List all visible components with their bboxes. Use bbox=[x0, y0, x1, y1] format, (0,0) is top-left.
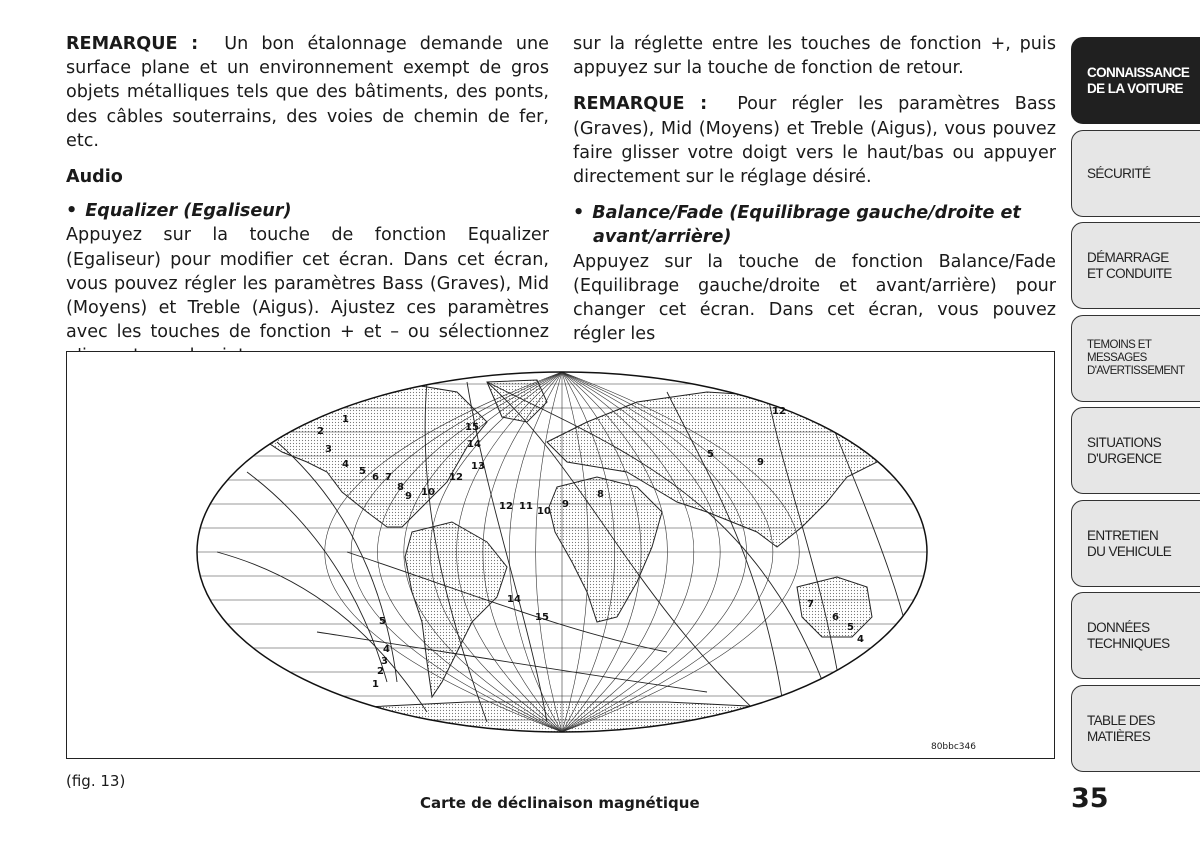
balance-paragraph: Appuyez sur la touche de fonction Balance/Fade (Equilibrage gauche/droite et avant/arrière) pour changer cet écran. Dans cet écran, vous pouvez régler les bbox=[573, 251, 1056, 345]
isoline-label: 5 bbox=[379, 616, 386, 627]
bullet-equalizer-title-text: Equalizer (Egaliseur) bbox=[85, 201, 292, 222]
chapter-tab-4[interactable]: TEMOINS ET MESSAGES D'AVERTISSEMENT bbox=[1071, 315, 1200, 402]
remark-text-2: Pour régler les paramètres Bass (Graves), Mid (Moyens) et Treble (Aigus), vous pouvez faire glisser votre doigt vers le haut/bas ou appuyer directement sur le réglage désiré. bbox=[573, 94, 1056, 188]
figure-caption: Carte de déclinaison magnétique bbox=[420, 794, 700, 812]
continuation-paragraph: sur la réglette entre les touches de fonction +, puis appuyez sur la touche de fonction de retour. bbox=[573, 34, 1056, 79]
remark-label-2: REMARQUE : bbox=[573, 94, 708, 115]
isoline-label: 9 bbox=[562, 499, 569, 510]
world-map-graphic bbox=[67, 352, 1054, 758]
isoline-label: 2 bbox=[377, 666, 384, 677]
remark-paragraph bbox=[66, 32, 549, 153]
page-number: 35 bbox=[1071, 783, 1109, 814]
bullet-balance-title bbox=[573, 201, 1056, 249]
isoline-label: 9 bbox=[757, 457, 764, 468]
isoline-label: 15 bbox=[465, 422, 479, 433]
chapter-tab-5[interactable]: SITUATIONS D'URGENCE bbox=[1071, 407, 1200, 494]
isoline-label: 7 bbox=[385, 472, 392, 483]
isoline-label: 12 bbox=[499, 501, 513, 512]
isoline-label: 6 bbox=[832, 612, 839, 623]
continent-north-america bbox=[257, 382, 487, 527]
isoline-label: 11 bbox=[519, 501, 533, 512]
left-column bbox=[66, 32, 549, 369]
isoline-label: 13 bbox=[471, 461, 485, 472]
chapter-tab-3[interactable]: DÉMARRAGE ET CONDUITE bbox=[1071, 222, 1200, 309]
remark-paragraph-2 bbox=[573, 92, 1056, 189]
isoline-label: 1 bbox=[342, 414, 349, 425]
isoline-label: 8 bbox=[597, 489, 604, 500]
isoline-label: 12 bbox=[449, 472, 463, 483]
isoline-label: 12 bbox=[772, 406, 786, 417]
remark-text: Un bon étalonnage demande une surface plane et un environnement exempt de gros objets métalliques tels que des bâtiments, des ponts, des câbles souterrains, des voies de chemin de fer, etc. bbox=[66, 34, 549, 151]
chapter-tab-1[interactable]: CONNAISSANCE DE LA VOITURE bbox=[1071, 37, 1200, 124]
isoline-label: 9 bbox=[405, 491, 412, 502]
isoline-label: 6 bbox=[372, 472, 379, 483]
isoline-label: 3 bbox=[381, 656, 388, 667]
audio-heading: Audio bbox=[66, 167, 123, 188]
map-body bbox=[197, 372, 927, 732]
equalizer-paragraph: Appuyez sur la touche de fonction Equalizer (Egaliseur) pour modifier cet écran. Dans cet écran, vous pouvez régler les paramètres Bass (Graves), Mid (Moyens) et Treble (Aigus). Ajustez ces paramètres avec les touches de fonction + et – ou sélectionnez bbox=[66, 225, 549, 343]
chapter-tab-2[interactable]: SÉCURITÉ bbox=[1071, 130, 1200, 217]
isoline-label: 5 bbox=[707, 449, 714, 460]
chapter-tab-7[interactable]: DONNÉES TECHNIQUES bbox=[1071, 592, 1200, 679]
isoline-label: 10 bbox=[537, 506, 551, 517]
chapter-tab-8[interactable]: TABLE DES MATIÈRES bbox=[1071, 685, 1200, 772]
declination-map-figure bbox=[66, 351, 1055, 759]
chapter-tab-6[interactable]: ENTRETIEN DU VEHICULE bbox=[1071, 500, 1200, 587]
isoline-label: 8 bbox=[397, 482, 404, 493]
figure-code: 80bbc346 bbox=[930, 742, 976, 752]
isoline-label: 14 bbox=[507, 594, 521, 605]
isoline-label: 4 bbox=[383, 644, 390, 655]
remark-label: REMARQUE : bbox=[66, 34, 199, 54]
isoline-label: 1 bbox=[372, 679, 379, 690]
isoline-label: 5 bbox=[847, 622, 854, 633]
isoline-label: 7 bbox=[807, 599, 814, 610]
bullet-balance-title-text: Balance/Fade (Equilibrage gauche/droite et avant/arrière) bbox=[592, 203, 1021, 248]
isoline-label: 4 bbox=[342, 459, 349, 470]
isoline-label: 4 bbox=[857, 634, 864, 645]
isoline-label: 15 bbox=[535, 612, 549, 623]
isoline-label: 2 bbox=[317, 426, 324, 437]
bullet-equalizer-title bbox=[66, 199, 549, 223]
isoline-label: 3 bbox=[325, 444, 332, 455]
right-column bbox=[573, 32, 1056, 346]
bullet-dot: • bbox=[66, 201, 78, 222]
figure-label: (fig. 13) bbox=[66, 772, 126, 790]
bullet-dot: • bbox=[573, 203, 585, 224]
isoline-label: 10 bbox=[421, 487, 435, 498]
isoline-label: 14 bbox=[467, 439, 481, 450]
isoline-label: 5 bbox=[359, 466, 366, 477]
